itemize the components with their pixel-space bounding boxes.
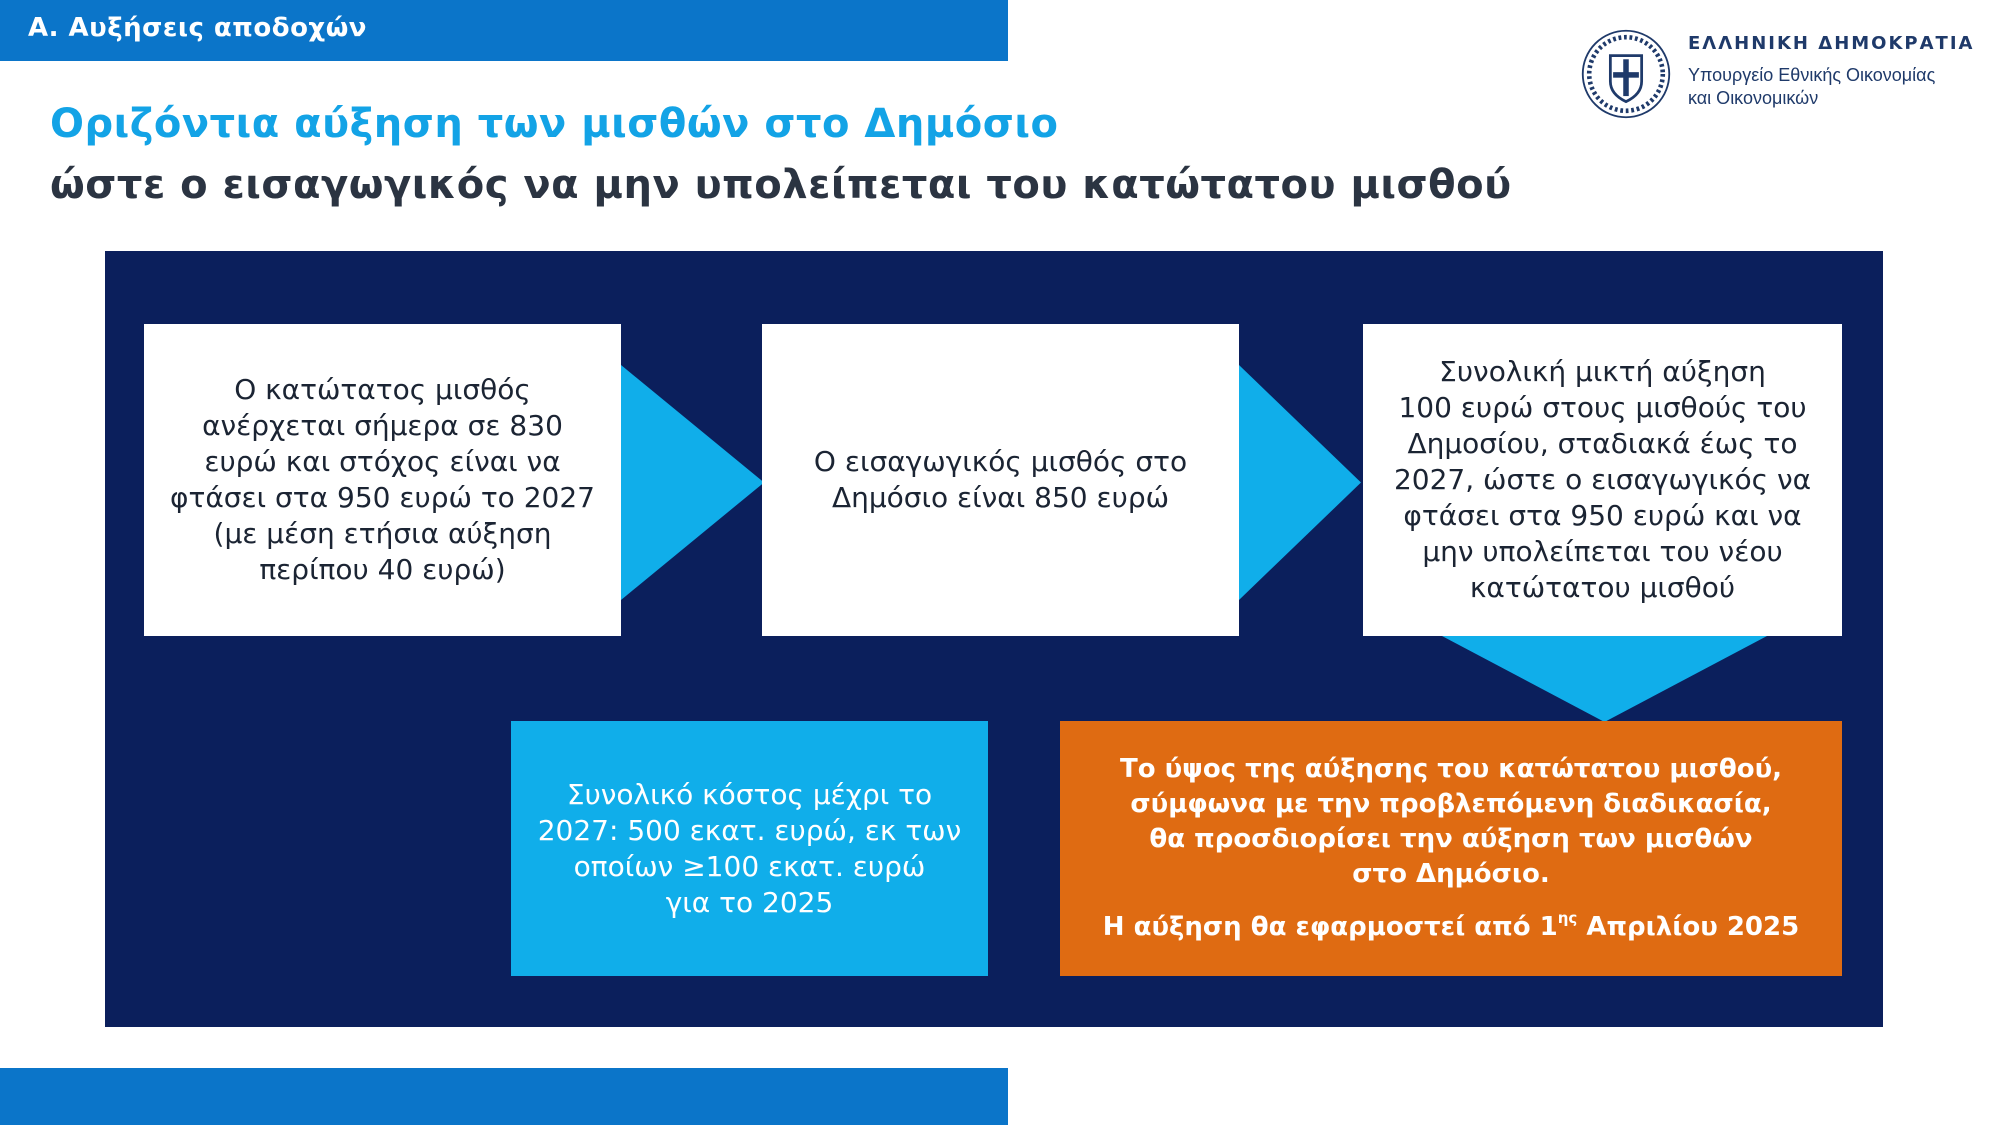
- logo-subtitle: Υπουργείο Εθνικής Οικονομίας και Οικονομικών: [1688, 65, 1936, 108]
- ordinal-suffix: ης: [1557, 909, 1578, 927]
- entry-salary-box: [762, 324, 1239, 636]
- page-title: Οριζόντια αύξηση των μισθών στο Δημόσιο: [50, 101, 1059, 147]
- total-raise-text: Συνολική μικτή αύξηση 100 ευρώ στους μισθούς του Δημοσίου, σταδιακά έως το 2027, ώστε ο εισαγωγικός να φτάσει στα 950 ευρώ και να μην υπολείπεται του νέου κατώτατου μισθού: [1393, 355, 1812, 604]
- logo-title: ΕΛΛΗΝΙΚΗ ΔΗΜΟΚΡΑΤΙΑ: [1688, 33, 1975, 54]
- total-raise-box: [1363, 324, 1842, 636]
- arrow-right-icon-1: [621, 365, 764, 600]
- implementation-date-text: Η αύξηση θα εφαρμοστεί από $1^{\eta\varsigma}$ Απριλίου 2025: [1102, 909, 1800, 942]
- implementation-note-box: [1060, 721, 1842, 976]
- current-minimum-wage-box: [144, 324, 621, 636]
- total-cost-box: [511, 721, 988, 976]
- greek-emblem-icon: [1580, 28, 1672, 120]
- arrow-right-icon-2: [1239, 365, 1361, 600]
- current-minimum-wage-text: Ο κατώτατος μισθός ανέρχεται σήμερα σε 830 ευρώ και στόχος είναι να φτάσει στα 950 ευρώ το 2027 (με μέση ετήσια αύξηση περίπου 40 ευρώ): [170, 373, 595, 586]
- page-subtitle: ώστε ο εισαγωγικός να μην υπολείπεται του κατώτατου μισθού: [50, 162, 1512, 208]
- section-header-bar: [0, 0, 1008, 61]
- total-cost-text: Συνολικό κόστος μέχρι το 2027: 500 εκατ. ευρώ, εκ των οποίων ≥100 εκατ. ευρώ για το 2025: [537, 777, 962, 919]
- footer-bar: [0, 1068, 1008, 1125]
- entry-salary-text: Ο εισαγωγικός μισθός στο Δημόσιο είναι 850 ευρώ: [813, 445, 1188, 514]
- implementation-note-text: Το ύψος της αύξησης του κατώτατου μισθού, σύμφωνα με την προβλεπόμενη διαδικασία, θα προσδιορίσει την αύξηση των μισθών στο Δημόσιο.: [1119, 754, 1783, 889]
- arrow-down-icon: [1442, 636, 1767, 722]
- section-label: Α. Αυξήσεις αποδοχών: [28, 13, 368, 43]
